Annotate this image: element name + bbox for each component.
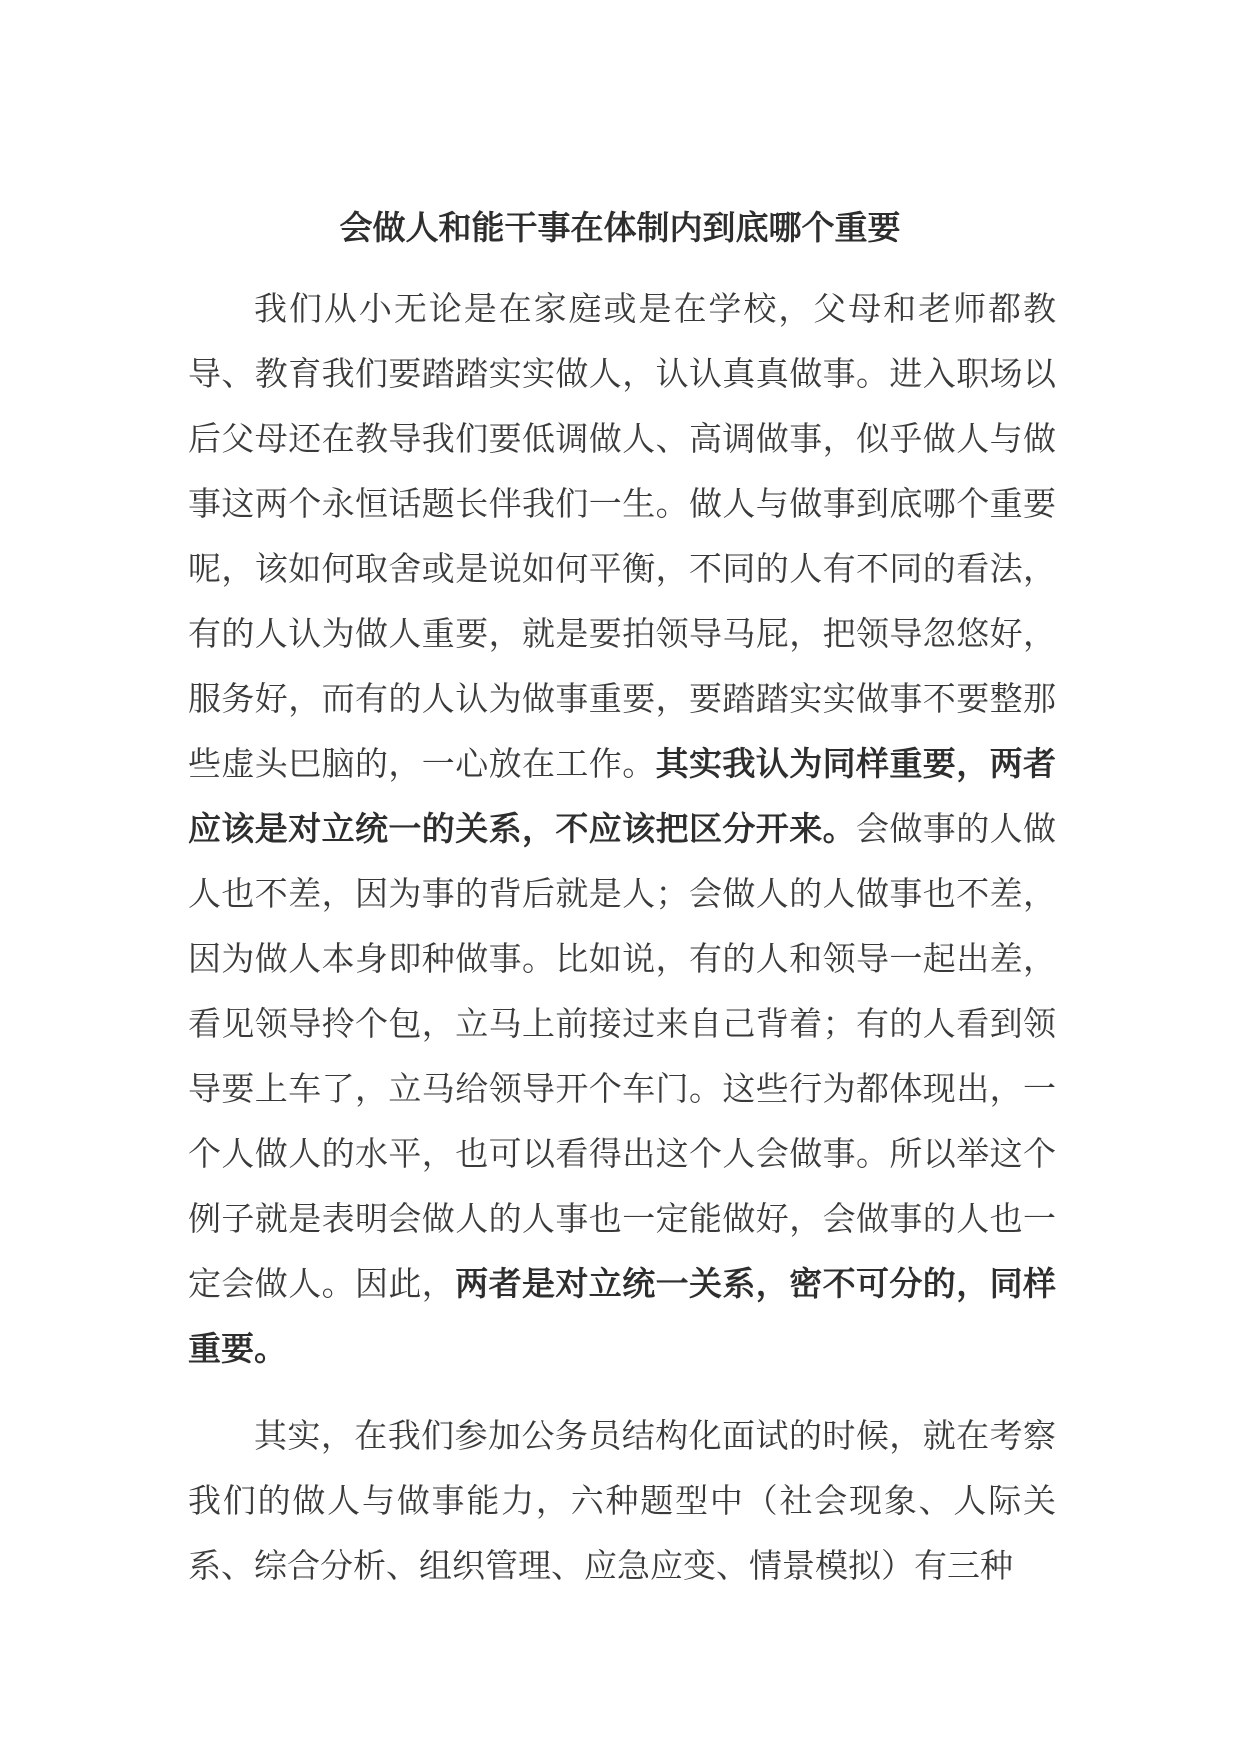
paragraph-1-text-2: 会做事的人做人也不差，因为事的背后就是人；会做人的人做事也不差，因为做人本身即种做事。比如说，有的人和领导一起出差，看见领导拎个包，立马上前接过来自己背着；有的人看到领导要上车了，立马给领导开个车门。这些行为都体现出，一个人做人的水平，也可以看得出这个人会做事。所以举这个例子就是表明会做人的人事也一定能做好，会做事的人也一定会做人。因此， bbox=[188, 809, 1057, 1303]
document-title: 会做人和能干事在体制内到底哪个重要 bbox=[339, 208, 901, 247]
paragraph-1-bold-1: 其实我认为同样重要，两者应该是对立统一的关系，不应该把区分开来。 bbox=[188, 744, 1057, 848]
paragraph-1-bold-2: 两者是对立统一关系，密不可分的，同样重要。 bbox=[188, 1264, 1057, 1368]
paragraph-2-text-1: 其实，在我们参加公务员结构化面试的时候，就在考察我们的做人与做事能力，六种题型中（社会现象、人际关系、综合分析、组织管理、应急应变、情景模拟）有三种 bbox=[188, 1416, 1056, 1585]
paragraph-1-text-1: 我们从小无论是在家庭或是在学校，父母和老师都教导、教育我们要踏踏实实做人，认认真真做事。进入职场以后父母还在教导我们要低调做人、高调做事，似乎做人与做事这两个永恒话题长伴我们一生。做人与做事到底哪个重要呢，该如何取舍或是说如何平衡，不同的人有不同的看法，有的人认为做人重要，就是要拍领导马屁，把领导忽悠好，服务好，而有的人认为做事重要，要踏踏实实做事不要整那些虚头巴脑的，一心放在工作。 bbox=[188, 289, 1056, 783]
paragraph-1 bbox=[188, 276, 1056, 1381]
paragraph-2 bbox=[188, 1403, 1056, 1598]
